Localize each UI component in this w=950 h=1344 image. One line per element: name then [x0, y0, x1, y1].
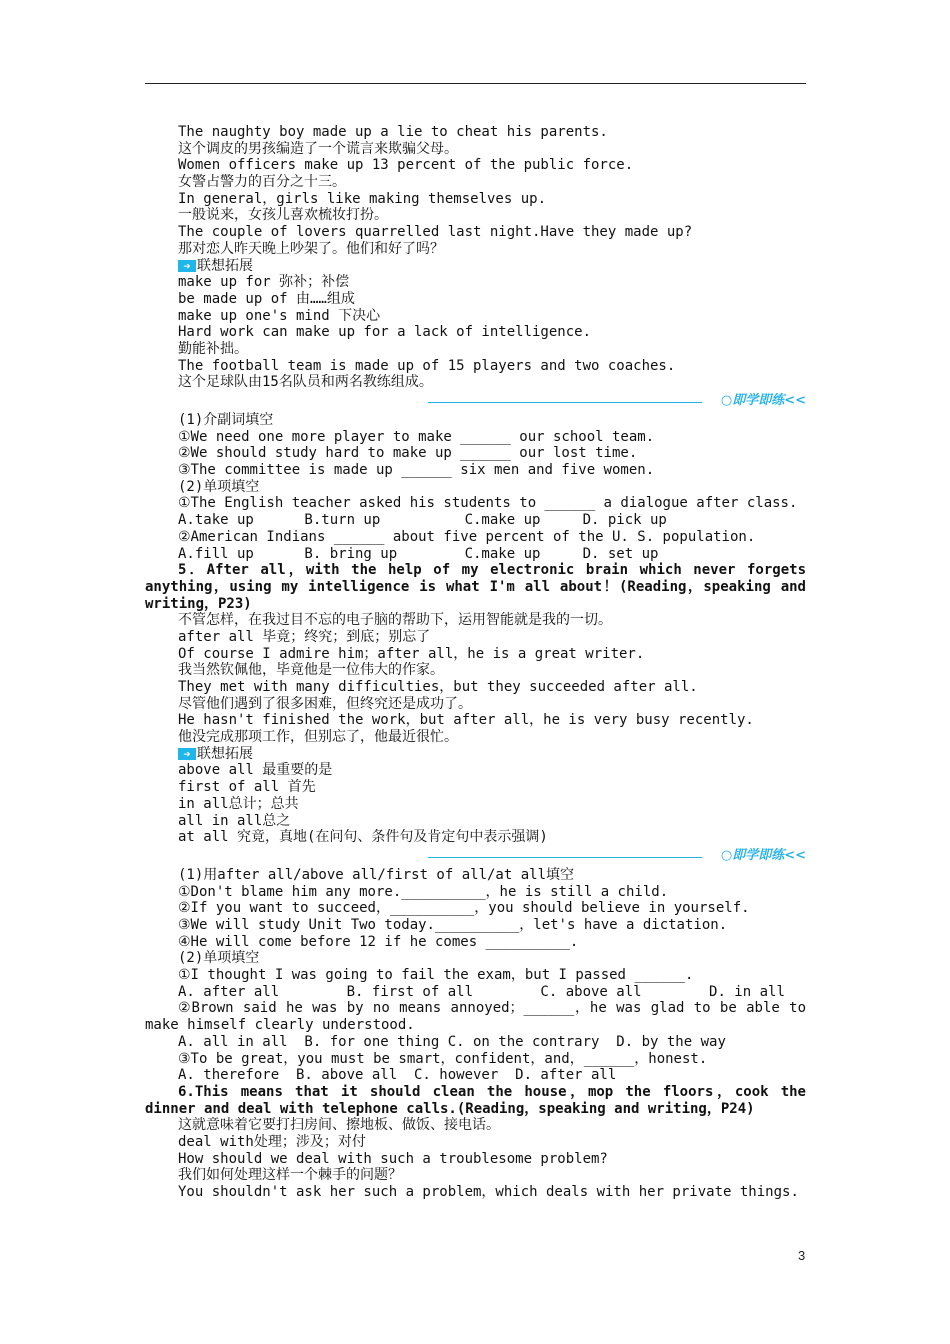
text-line: A.take up B.turn up C.make up D. pick up: [178, 512, 667, 529]
header-rule: [145, 83, 806, 84]
text-line: 尽管他们遇到了很多困难，但终究还是成功了。: [178, 695, 472, 712]
text-line: above all 最重要的是: [178, 762, 333, 779]
text-line: They met with many difficulties，but they succeeded after all.: [178, 679, 698, 696]
text-line: The naughty boy made up a lie to cheat his parents.: [178, 124, 608, 140]
text-line: make up one's mind 下决心: [178, 307, 381, 324]
text-line: ③To be great，you must be smart，confident，and，______，honest.: [178, 1050, 708, 1067]
text-line: 这个足球队由15名队员和两名教练组成。: [178, 374, 433, 391]
practice-badge: ○即学即练<<: [720, 393, 806, 408]
association-heading: [145, 258, 806, 275]
text-line: all in all总之: [178, 812, 291, 829]
text-line: ③The committee is made up ______ six men and five women.: [178, 462, 655, 479]
text-line: A. therefore B. above all C. however D. after all: [178, 1067, 617, 1084]
text-line: Hard work can make up for a lack of intelligence.: [178, 324, 592, 341]
text-line: A. after all B. first of all C. above all D. in all: [178, 983, 785, 1000]
exercise-block-2: [145, 867, 806, 1084]
text-line: 他没完成那项工作，但别忘了，他最近很忙。: [178, 729, 458, 746]
text-line: You shouldn't ask her such a problem，which deals with her private things.: [178, 1184, 799, 1201]
text-line: (2)单项填空: [178, 950, 260, 967]
association-block-make-up: [145, 274, 806, 391]
item-6-heading: 6.This means that it should clean the house，mop the floors，cook the dinner and deal with telephone calls.(Reading，speaking and writing，P24): [145, 1083, 806, 1117]
text-line: A.fill up B. bring up C.make up D. set up: [178, 545, 659, 562]
practice-divider: [145, 391, 806, 412]
practice-divider: [145, 846, 806, 867]
text-line: (1)用after all/above all/first of all/at all填空: [178, 866, 575, 883]
association-label: 联想拓展: [197, 257, 253, 274]
text-line: 勤能补拙。: [178, 340, 248, 357]
divider-line: [428, 857, 702, 858]
text-line: (1)介副词填空: [178, 412, 274, 428]
example-block-make-up: [145, 124, 806, 258]
text-line: be made up of 由……组成: [178, 290, 355, 307]
arrow-right-icon: ➔: [178, 260, 196, 272]
text-line: 我当然钦佩他，毕竟他是一位伟大的作家。: [178, 662, 444, 679]
text-line: 那对恋人昨天晚上吵架了。他们和好了吗？: [178, 240, 444, 257]
text-line: 一般说来，女孩儿喜欢梳妆打扮。: [178, 207, 388, 224]
practice-badge: ○即学即练<<: [720, 847, 806, 863]
text-line: make up for 弥补；补偿: [178, 274, 350, 291]
text-line: ①We need one more player to make ______ our school team.: [178, 428, 655, 445]
association-label: 联想拓展: [197, 745, 253, 762]
text-line: ①The English teacher asked his students to ______ a dialogue after class.: [178, 495, 798, 512]
text-line: ②If you want to succeed，__________，you should believe in yourself.: [178, 900, 750, 917]
association-block-after-all: [145, 762, 806, 845]
text-line: ②Brown said he was by no means annoyed；______，he was glad to be able to make himself clearly understood.: [145, 1000, 806, 1034]
association-heading: [145, 746, 806, 763]
text-line: In general，girls like making themselves up.: [178, 190, 547, 207]
text-line: deal with处理；涉及；对付: [178, 1133, 366, 1150]
text-line: 女警占警力的百分之十三。: [178, 174, 346, 191]
text-line: How should we deal with such a troublesome problem?: [178, 1150, 608, 1167]
text-line: ④He will come before 12 if he comes __________.: [178, 933, 579, 950]
text-line: Of course I admire him；after all，he is a great writer.: [178, 645, 645, 662]
text-line: first of all 首先: [178, 779, 316, 796]
text-line: (2)单项填空: [178, 478, 260, 495]
text-line: 这个调皮的男孩编造了一个谎言来欺骗父母。: [178, 140, 458, 157]
arrow-right-icon: ➔: [178, 748, 196, 760]
divider-line: [428, 402, 702, 403]
page-content: [145, 124, 806, 1201]
text-line: 不管怎样，在我过目不忘的电子脑的帮助下，运用智能就是我的一切。: [178, 612, 612, 629]
text-line: Women officers make up 13 percent of the public force.: [178, 157, 634, 174]
item-5-heading: 5．After all，with the help of my electronic brain which never forgets anything，using my intelligence is what I'm all about！(Reading，speaking and writing，P23): [145, 562, 806, 612]
text-line: He hasn't finished the work，but after all，he is very busy recently.: [178, 712, 754, 729]
text-line: after all 毕竟；终究；到底；别忘了: [178, 628, 431, 645]
item-5-block: [145, 612, 806, 746]
text-line: ①Don't blame him any more.__________，he is still a child.: [178, 883, 669, 900]
text-line: ②We should study hard to make up ______ our lost time.: [178, 445, 638, 462]
text-line: ③We will study Unit Two today.__________，let's have a dictation.: [178, 916, 728, 933]
text-line: at all 究竟，真地(在问句、条件句及肯定句中表示强调): [178, 829, 548, 846]
page-number: 3: [798, 1248, 806, 1263]
text-line: The football team is made up of 15 players and two coaches.: [178, 357, 676, 374]
text-line: A. all in all B. for one thing C. on the contrary D. by the way: [178, 1033, 726, 1050]
text-line: The couple of lovers quarrelled last night.Have they made up?: [178, 224, 693, 241]
item-6-block: [145, 1117, 806, 1200]
text-line: 我们如何处理这样一个棘手的问题？: [178, 1167, 402, 1184]
text-line: 这就意味着它要打扫房间、擦地板、做饭、接电话。: [178, 1117, 500, 1134]
text-line: ①I thought I was going to fail the exam，but I passed ______.: [178, 967, 694, 984]
exercise-block-1: [145, 412, 806, 562]
text-line: in all总计；总共: [178, 795, 299, 812]
text-line: ②American Indians ______ about five percent of the U. S. population.: [178, 528, 756, 545]
